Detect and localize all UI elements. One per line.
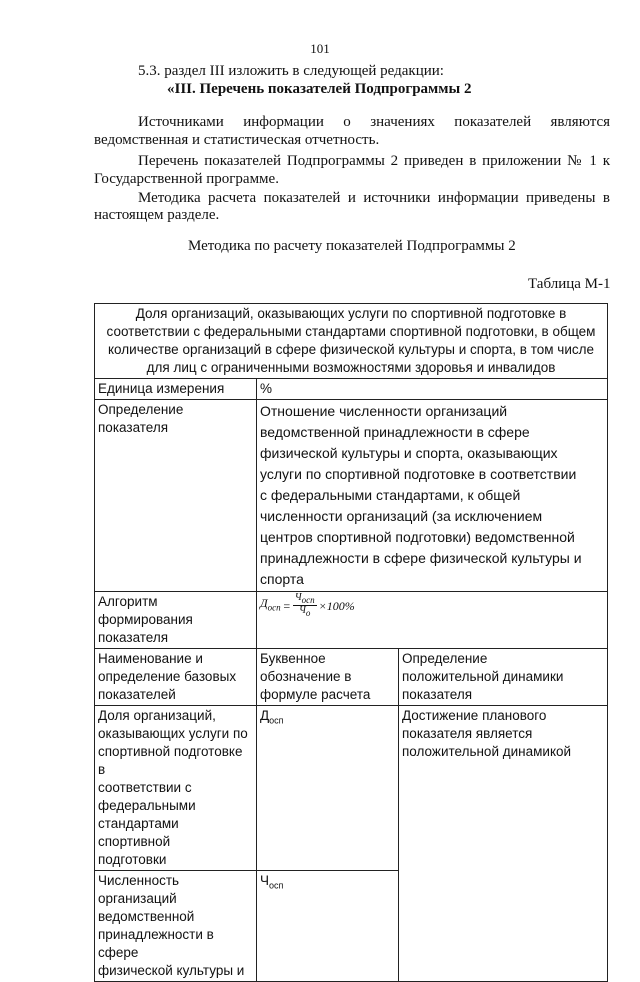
col-header-line: положительной динамики — [402, 669, 564, 684]
paragraph-1-line-1: Источниками информации о значениях показателей являются — [138, 114, 610, 130]
section-heading: «III. Перечень показателей Подпрограммы 2 — [167, 81, 472, 97]
definition-text — [257, 400, 608, 592]
name-line: Численность организаций — [98, 873, 180, 906]
name-line: спортивной подготовке в — [98, 744, 243, 777]
indicator-table — [94, 303, 608, 982]
formula-num-sub: осп — [301, 595, 315, 605]
definition-line: Отношение численности организаций — [260, 403, 508, 419]
symbol-sub: осп — [269, 715, 284, 726]
col-header-line: показателей — [98, 687, 176, 702]
definition-line: физической культуры и спорта, оказывающих — [260, 445, 558, 461]
paragraph-3-line-1: Методика расчета показателей и источники информации приведены в — [138, 190, 610, 206]
definition-line: ведомственной принадлежности в сфере — [260, 424, 530, 440]
algorithm-label — [95, 592, 257, 649]
algorithm-formula: $Д_{осп}$ = $\frac{Ч_{осп}}{Ч_о}$ ×100% — [260, 592, 355, 618]
definition-line: с федеральными стандартами, к общей — [260, 487, 521, 503]
name-line: Доля организаций, — [98, 708, 216, 723]
unit-value: % — [257, 379, 608, 400]
unit-label: Единица измерения — [95, 379, 257, 400]
algorithm-formula-cell — [257, 592, 608, 649]
col-header-dynamics — [399, 649, 608, 706]
base-indicator-symbol — [257, 871, 399, 982]
col-header-line: определение базовых — [98, 669, 237, 684]
col-header-line: показателя — [402, 687, 473, 702]
base-indicator-name — [95, 871, 257, 982]
header-line: соответствии с федеральными стандартами спортивной подготовки, в общем — [106, 324, 596, 339]
col-header-name — [95, 649, 257, 706]
algorithm-label-line: Алгоритм формирования — [98, 594, 193, 627]
col-header-line: Буквенное — [260, 651, 326, 666]
definition-label: Определение показателя — [95, 400, 257, 592]
header-line: Доля организаций, оказывающих услуги по спортивной подготовке в — [135, 306, 567, 321]
table-label: Таблица М-1 — [528, 276, 611, 292]
formula-lhs: Д — [260, 596, 268, 611]
definition-line: принадлежности в сфере физической культуры и — [260, 550, 582, 566]
algorithm-label-line: показателя — [98, 630, 169, 645]
symbol: Д — [260, 708, 270, 723]
dynamics-line: положительной динамикой — [402, 744, 572, 759]
dynamics-line: Достижение планового — [402, 708, 547, 723]
base-indicator-name — [95, 706, 257, 871]
base-indicator-symbol — [257, 706, 399, 871]
symbol: Ч — [260, 873, 269, 888]
name-line: принадлежности в сфере — [98, 927, 214, 960]
formula-den-sub: о — [305, 608, 311, 618]
definition-line: центров спортивной подготовки) ведомственной — [260, 529, 575, 545]
definition-line: численности организаций (за исключением — [260, 508, 543, 524]
name-line: соответствии с — [98, 780, 192, 795]
col-header-line: формуле расчета — [260, 687, 371, 702]
col-header-symbol — [257, 649, 399, 706]
header-line: количестве организаций в сфере физической культуры и спорта, в том числе — [108, 342, 595, 357]
intro-line: 5.3. раздел III изложить в следующей редакции: — [138, 63, 444, 79]
paragraph-2-line-1: Перечень показателей Подпрограммы 2 приведен в приложении № 1 к — [138, 153, 610, 169]
name-line: физической культуры и — [98, 963, 245, 978]
col-header-line: Определение — [402, 651, 488, 666]
formula-fraction — [293, 593, 317, 618]
dynamics-line: показателя является — [402, 726, 533, 741]
name-line: подготовки — [98, 852, 167, 867]
name-line: стандартами спортивной — [98, 816, 179, 849]
col-header-line: Наименование и — [98, 651, 203, 666]
method-title: Методика по расчету показателей Подпрограммы 2 — [188, 238, 516, 254]
table-header — [95, 304, 608, 379]
col-header-line: обозначение в — [260, 669, 352, 684]
dynamics-definition — [399, 706, 608, 982]
formula-num: Ч — [294, 592, 302, 603]
definition-line: услуги по спортивной подготовке в соответствии — [260, 466, 577, 482]
formula-den: Ч — [299, 605, 306, 616]
formula-tail: ×100% — [318, 598, 355, 613]
symbol-sub: осп — [269, 880, 284, 891]
name-line: оказывающих услуги по — [98, 726, 248, 741]
paragraph-1-line-2: ведомственная и статистическая отчетность. — [94, 132, 380, 148]
definition-line: спорта — [260, 571, 304, 587]
name-line: федеральными — [98, 798, 196, 813]
header-line: для лиц с ограниченными возможностями здоровья и инвалидов — [146, 360, 556, 375]
page-number: 101 — [310, 41, 330, 56]
name-line: ведомственной — [98, 909, 195, 924]
paragraph-3-line-2: настоящем разделе. — [94, 207, 220, 223]
formula-lhs-sub: осп — [267, 602, 281, 613]
paragraph-2-line-2: Государственной программе. — [94, 171, 279, 187]
